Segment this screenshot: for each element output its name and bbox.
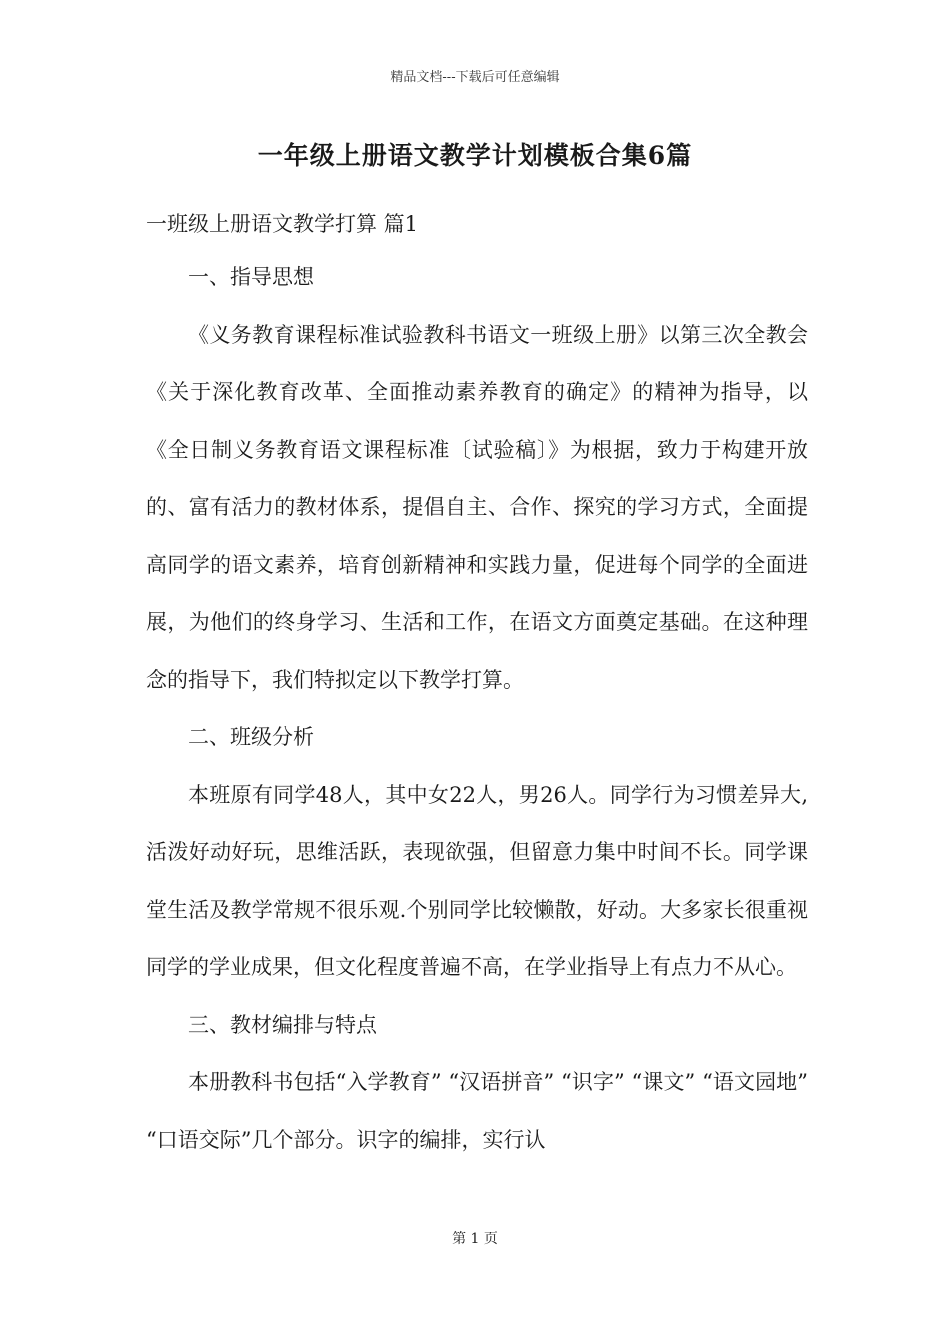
heading-guiding-thought: 一、指导思想	[188, 265, 314, 289]
heading-textbook-features: 三、教材编排与特点	[188, 1012, 377, 1037]
document-title: 一年级上册语文教学计划模板合集6篇	[257, 141, 693, 170]
page-header: 精品文档---下载后可任意编辑	[390, 70, 560, 85]
heading-class-analysis: 二、班级分析	[188, 725, 314, 749]
paragraph-textbook-features: 本册教科书包括“入学教育” “汉语拼音” “识字” “课文” “语文园地” “口语交际”几个部分。识字的编排，实行认	[146, 1070, 808, 1152]
document-body	[146, 249, 808, 1169]
paragraph-class-analysis: 本班原有同学48人，其中女22人，男26人。同学行为习惯差异大,活泼好动好玩，思维活跃，表现欲强，但留意力集中时间不长。同学课堂生活及教学常规不很乐观.个别同学比较懒散，好动。大多家长很重视同学的学业成果，但文化程度普遍不高，在学业指导上有点力不从心。	[146, 782, 808, 979]
paragraph-guiding-thought: 《义务教育课程标准试验教科书语文一班级上册》以第三次全教会《关于深化教育改革、全面推动素养教育的确定》的精神为指导，以《全日制义务教育语文课程标准〔试验稿〕》为根据，致力于构建开放的、富有活力的教材体系，提倡自主、合作、探究的学习方式，全面提高同学的语文素养，培育创新精神和实践力量，促进每个同学的全面进展，为他们的终身学习、生活和工作，在语文方面奠定基础。在这种理念的指导下，我们特拟定以下教学打算。	[146, 322, 808, 692]
page-number: 第 1 页	[452, 1231, 498, 1247]
section-subtitle: 一班级上册语文教学打算 篇1	[146, 212, 419, 236]
